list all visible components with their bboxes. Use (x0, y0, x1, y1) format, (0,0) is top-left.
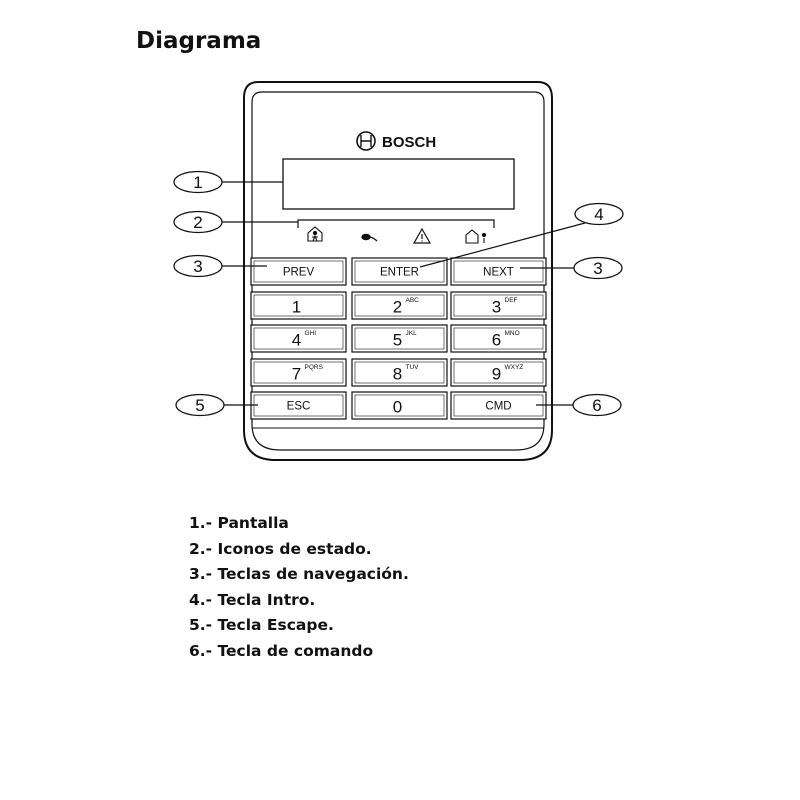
next-key[interactable] (451, 258, 546, 285)
callout-3-left (174, 256, 222, 277)
callout-3-right (574, 258, 622, 279)
esc-key-label: ESC (286, 400, 311, 413)
digit-key-5-label: 5 (392, 330, 403, 350)
digit-key-2-label: 2 (392, 297, 403, 317)
bosch-logo (357, 132, 436, 151)
keys-grid (251, 258, 546, 419)
prev-key-label: PREV (282, 266, 315, 279)
svg-text:1: 1 (193, 173, 203, 192)
svg-text:4: 4 (594, 205, 604, 224)
legend-item-status-icons: 2.- Iconos de estado. (189, 539, 372, 558)
digit-key-9-label: 9 (491, 364, 502, 384)
svg-text:5: 5 (195, 396, 205, 415)
digit-key-7[interactable] (251, 359, 346, 386)
callout-6 (573, 395, 621, 416)
trouble-warning-icon (414, 229, 430, 243)
digit-key-3-letters: DEF (504, 297, 518, 304)
digit-key-8[interactable] (352, 359, 447, 386)
legend-item-escape-key: 5.- Tecla Escape. (189, 616, 334, 635)
digit-key-9-letters: WXYZ (504, 364, 524, 371)
cmd-key-label: CMD (485, 400, 512, 413)
svg-text:6: 6 (592, 396, 602, 415)
digit-key-4[interactable] (251, 325, 346, 352)
cmd-key[interactable] (451, 392, 546, 419)
callout-4 (575, 204, 623, 225)
home-stay-armed-icon (466, 230, 486, 243)
digit-key-1[interactable] (251, 292, 346, 319)
digit-key-7-letters: PQRS (304, 364, 323, 371)
status-bracket (298, 220, 494, 228)
callout-5 (176, 395, 224, 416)
prev-key[interactable] (251, 258, 346, 285)
digit-key-2[interactable] (352, 292, 447, 319)
svg-text:3: 3 (193, 257, 203, 276)
digit-key-5-letters: JKL (405, 330, 417, 337)
digit-key-8-label: 8 (392, 364, 403, 384)
ac-power-plug-icon (362, 235, 377, 242)
legend-item-navigation-keys: 3.- Teclas de navegación. (189, 565, 409, 584)
legend-item-command-key: 6.- Tecla de comando (189, 641, 374, 660)
svg-text:2: 2 (193, 213, 203, 232)
digit-key-9[interactable] (451, 359, 546, 386)
enter-key[interactable] (352, 258, 447, 285)
callout-1 (174, 172, 222, 193)
digit-key-6-label: 6 (491, 330, 502, 350)
next-key-label: NEXT (483, 266, 514, 279)
digit-key-4-label: 4 (291, 330, 302, 350)
digit-key-6[interactable] (451, 325, 546, 352)
digit-key-5[interactable] (352, 325, 447, 352)
enter-key-label: ENTER (380, 266, 419, 279)
digit-key-8-letters: TUV (405, 364, 419, 371)
diagram-title: Diagrama (136, 28, 262, 54)
digit-key-3-label: 3 (491, 297, 502, 317)
bosch-armature-icon (357, 132, 375, 150)
brand-name: BOSCH (382, 134, 437, 151)
legend-list (189, 511, 409, 665)
zero-key-label: 0 (392, 397, 403, 417)
esc-key[interactable] (251, 392, 346, 419)
digit-key-4-letters: GHI (304, 330, 317, 337)
legend-item-enter-key: 4.- Tecla Intro. (189, 590, 316, 609)
digit-key-1-label: 1 (291, 297, 302, 317)
legend-item-display: 1.- Pantalla (189, 514, 289, 532)
digit-key-3[interactable] (451, 292, 546, 319)
display-screen (283, 159, 514, 209)
away-armed-icon (308, 227, 322, 241)
svg-text:3: 3 (593, 259, 603, 278)
digit-key-6-letters: MNO (504, 330, 520, 337)
digit-key-7-label: 7 (291, 364, 302, 384)
zero-key[interactable] (352, 392, 447, 419)
callout-2 (174, 212, 222, 233)
digit-key-2-letters: ABC (405, 297, 419, 304)
